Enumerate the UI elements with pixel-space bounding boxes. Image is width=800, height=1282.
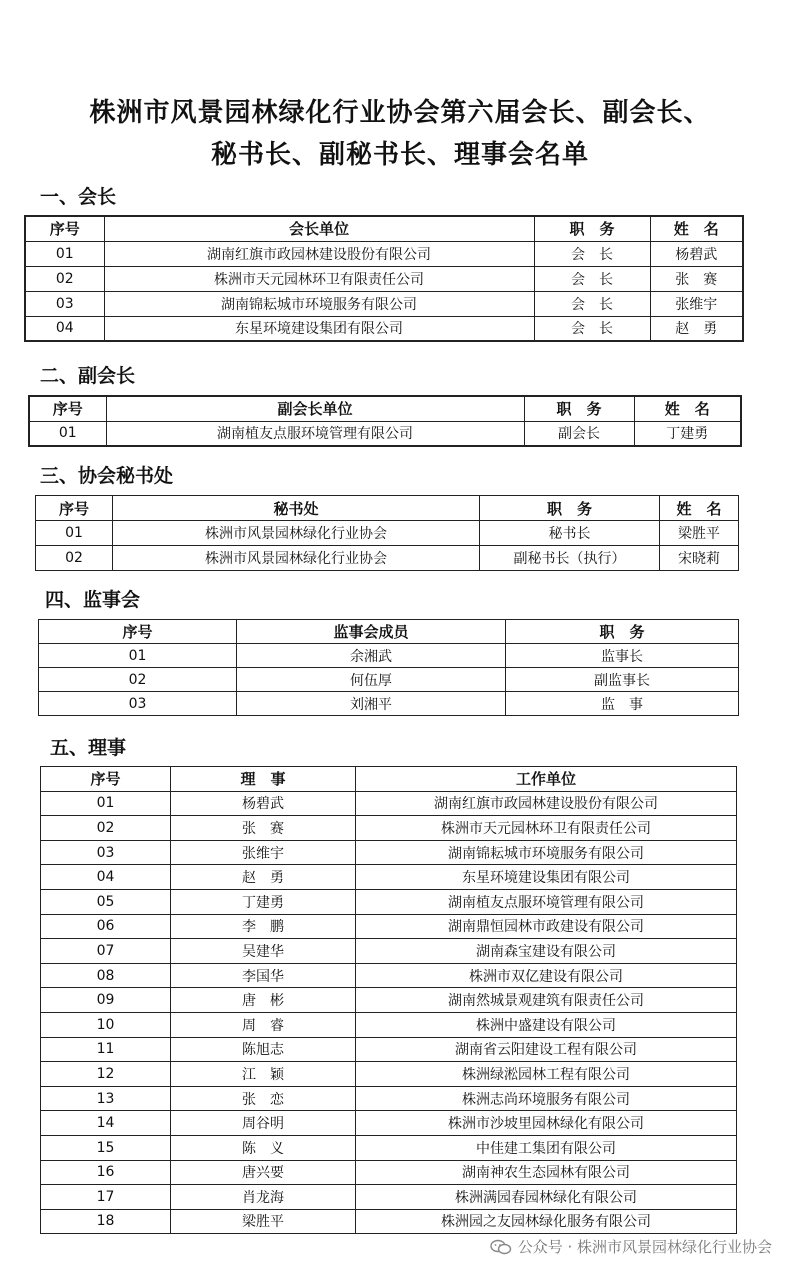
table-cell: 赵 勇	[650, 316, 743, 341]
table-row	[41, 791, 737, 816]
table-row	[25, 291, 743, 316]
table-cell: 01	[29, 421, 106, 446]
table-row	[41, 1111, 737, 1136]
table-cell: 监 事	[506, 692, 739, 716]
section-heading-vice-president: 二、副会长	[40, 365, 136, 387]
table-cell: 株洲市沙坡里园林绿化有限公司	[356, 1111, 737, 1136]
column-header: 职 务	[480, 496, 660, 521]
section-heading-supervisory: 四、监事会	[45, 589, 141, 611]
table-cell: 02	[41, 816, 171, 841]
table-cell: 副会长	[524, 421, 634, 446]
table-cell: 15	[41, 1135, 171, 1160]
column-header: 理 事	[171, 767, 356, 792]
table-cell: 湖南锦耘城市环境服务有限公司	[104, 291, 534, 316]
table-row	[41, 1209, 737, 1234]
table-cell: 刘湘平	[237, 692, 506, 716]
table-cell: 株洲绿淞园林工程有限公司	[356, 1062, 737, 1087]
column-header: 会长单位	[104, 216, 534, 241]
table-row	[41, 1160, 737, 1185]
table-cell: 03	[41, 840, 171, 865]
table-row	[39, 644, 739, 668]
table-row	[36, 521, 739, 546]
table-cell: 会 长	[534, 316, 650, 341]
table-cell: 01	[41, 791, 171, 816]
table-cell: 肖龙海	[171, 1185, 356, 1210]
table-cell: 株洲市风景园林绿化行业协会	[113, 546, 480, 571]
table-row	[25, 241, 743, 266]
column-header: 监事会成员	[237, 620, 506, 644]
table-cell: 副监事长	[506, 668, 739, 692]
table-cell: 张 赛	[171, 816, 356, 841]
table-cell: 张 赛	[650, 266, 743, 291]
table-cell: 株洲市天元园林环卫有限责任公司	[356, 816, 737, 841]
table-cell: 江 颖	[171, 1062, 356, 1087]
table-cell: 湖南森宝建设有限公司	[356, 939, 737, 964]
table-row	[29, 421, 741, 446]
table-row	[41, 1037, 737, 1062]
table-cell: 湖南锦耘城市环境服务有限公司	[356, 840, 737, 865]
table-cell: 株洲满园春园林绿化有限公司	[356, 1185, 737, 1210]
table-row	[41, 840, 737, 865]
column-header: 职 务	[534, 216, 650, 241]
table-cell: 02	[25, 266, 104, 291]
table-cell: 湖南红旗市政园林建设股份有限公司	[356, 791, 737, 816]
table-row	[41, 988, 737, 1013]
table-row	[39, 668, 739, 692]
directors-header-row	[41, 767, 737, 792]
column-header: 秘书处	[113, 496, 480, 521]
table-cell: 唐兴要	[171, 1160, 356, 1185]
table-row	[41, 1185, 737, 1210]
section-heading-secretariat: 三、协会秘书处	[40, 465, 174, 487]
table-cell: 周 睿	[171, 1012, 356, 1037]
table-cell: 陈旭志	[171, 1037, 356, 1062]
table-cell: 丁建勇	[634, 421, 741, 446]
table-cell: 02	[39, 668, 237, 692]
table-cell: 会 长	[534, 266, 650, 291]
table-cell: 株洲市天元园林环卫有限责任公司	[104, 266, 534, 291]
table-cell: 张维宇	[171, 840, 356, 865]
table-cell: 东星环境建设集团有限公司	[104, 316, 534, 341]
table-cell: 14	[41, 1111, 171, 1136]
section-heading-president: 一、会长	[40, 186, 117, 208]
table-cell: 01	[25, 241, 104, 266]
table-cell: 18	[41, 1209, 171, 1234]
column-header: 序号	[39, 620, 237, 644]
watermark-text: 公众号 · 株洲市风景园林绿化行业协会	[517, 1238, 772, 1256]
table-row	[41, 963, 737, 988]
vice-president-header-row	[29, 396, 741, 421]
table-row	[36, 546, 739, 571]
table-cell: 会 长	[534, 241, 650, 266]
table-row	[41, 1086, 737, 1111]
table-cell: 01	[36, 521, 113, 546]
table-cell: 杨碧武	[171, 791, 356, 816]
page-title-line1: 株洲市风景园林绿化行业协会第六届会长、副会长、	[89, 98, 711, 128]
table-row	[41, 939, 737, 964]
column-header: 副会长单位	[106, 396, 524, 421]
table-cell: 何伍厚	[237, 668, 506, 692]
table-cell: 08	[41, 963, 171, 988]
table-cell: 杨碧武	[650, 241, 743, 266]
column-header: 职 务	[506, 620, 739, 644]
table-cell: 株洲志尚环境服务有限公司	[356, 1086, 737, 1111]
column-header: 序号	[36, 496, 113, 521]
section-heading-directors: 五、理事	[50, 737, 127, 759]
table-cell: 12	[41, 1062, 171, 1087]
table-cell: 会 长	[534, 291, 650, 316]
president-table	[24, 215, 744, 342]
table-row	[41, 889, 737, 914]
table-cell: 13	[41, 1086, 171, 1111]
table-cell: 05	[41, 889, 171, 914]
secretariat-header-row	[36, 496, 739, 521]
table-cell: 湖南植友点服环境管理有限公司	[356, 889, 737, 914]
table-cell: 张维宇	[650, 291, 743, 316]
column-header: 工作单位	[356, 767, 737, 792]
supervisory-table	[38, 619, 739, 716]
table-cell: 梁胜平	[171, 1209, 356, 1234]
table-cell: 湖南红旗市政园林建设股份有限公司	[104, 241, 534, 266]
table-cell: 丁建勇	[171, 889, 356, 914]
page-title-line2: 秘书长、副秘书长、理事会名单	[210, 140, 589, 170]
table-cell: 06	[41, 914, 171, 939]
column-header: 序号	[29, 396, 106, 421]
table-cell: 宋晓莉	[660, 546, 739, 571]
table-cell: 17	[41, 1185, 171, 1210]
table-row	[41, 1135, 737, 1160]
table-cell: 监事长	[506, 644, 739, 668]
table-cell: 陈 义	[171, 1135, 356, 1160]
table-row	[39, 692, 739, 716]
column-header: 姓 名	[634, 396, 741, 421]
table-cell: 张 恋	[171, 1086, 356, 1111]
table-cell: 李国华	[171, 963, 356, 988]
table-cell: 湖南神农生态园林有限公司	[356, 1160, 737, 1185]
table-cell: 株洲市双亿建设有限公司	[356, 963, 737, 988]
wechat-icon	[490, 1239, 512, 1255]
table-cell: 余湘武	[237, 644, 506, 668]
table-cell: 03	[25, 291, 104, 316]
table-cell: 李 鹏	[171, 914, 356, 939]
directors-table	[40, 766, 737, 1234]
table-cell: 04	[41, 865, 171, 890]
table-cell: 株洲市风景园林绿化行业协会	[113, 521, 480, 546]
column-header: 姓 名	[660, 496, 739, 521]
table-cell: 02	[36, 546, 113, 571]
table-cell: 赵 勇	[171, 865, 356, 890]
column-header: 姓 名	[650, 216, 743, 241]
table-cell: 湖南植友点服环境管理有限公司	[106, 421, 524, 446]
table-cell: 东星环境建设集团有限公司	[356, 865, 737, 890]
table-row	[41, 865, 737, 890]
table-cell: 中佳建工集团有限公司	[356, 1135, 737, 1160]
table-row	[41, 914, 737, 939]
table-row	[25, 266, 743, 291]
table-cell: 吴建华	[171, 939, 356, 964]
column-header: 序号	[25, 216, 104, 241]
table-cell: 03	[39, 692, 237, 716]
table-cell: 副秘书长（执行）	[480, 546, 660, 571]
table-cell: 11	[41, 1037, 171, 1062]
table-cell: 16	[41, 1160, 171, 1185]
table-cell: 株洲园之友园林绿化服务有限公司	[356, 1209, 737, 1234]
table-cell: 09	[41, 988, 171, 1013]
table-cell: 株洲中盛建设有限公司	[356, 1012, 737, 1037]
table-cell: 04	[25, 316, 104, 341]
table-cell: 01	[39, 644, 237, 668]
column-header: 序号	[41, 767, 171, 792]
watermark	[490, 1236, 772, 1257]
supervisory-header-row	[39, 620, 739, 644]
table-cell: 湖南鼎恒园林市政建设有限公司	[356, 914, 737, 939]
table-row	[41, 1062, 737, 1087]
secretariat-table	[35, 495, 739, 571]
table-cell: 10	[41, 1012, 171, 1037]
table-cell: 湖南省云阳建设工程有限公司	[356, 1037, 737, 1062]
table-cell: 周谷明	[171, 1111, 356, 1136]
table-cell: 07	[41, 939, 171, 964]
column-header: 职 务	[524, 396, 634, 421]
table-cell: 秘书长	[480, 521, 660, 546]
table-row	[41, 816, 737, 841]
table-row	[41, 1012, 737, 1037]
table-cell: 湖南然城景观建筑有限责任公司	[356, 988, 737, 1013]
table-cell: 梁胜平	[660, 521, 739, 546]
president-header-row	[25, 216, 743, 241]
vice-president-table	[28, 395, 742, 447]
table-cell: 唐 彬	[171, 988, 356, 1013]
table-row	[25, 316, 743, 341]
